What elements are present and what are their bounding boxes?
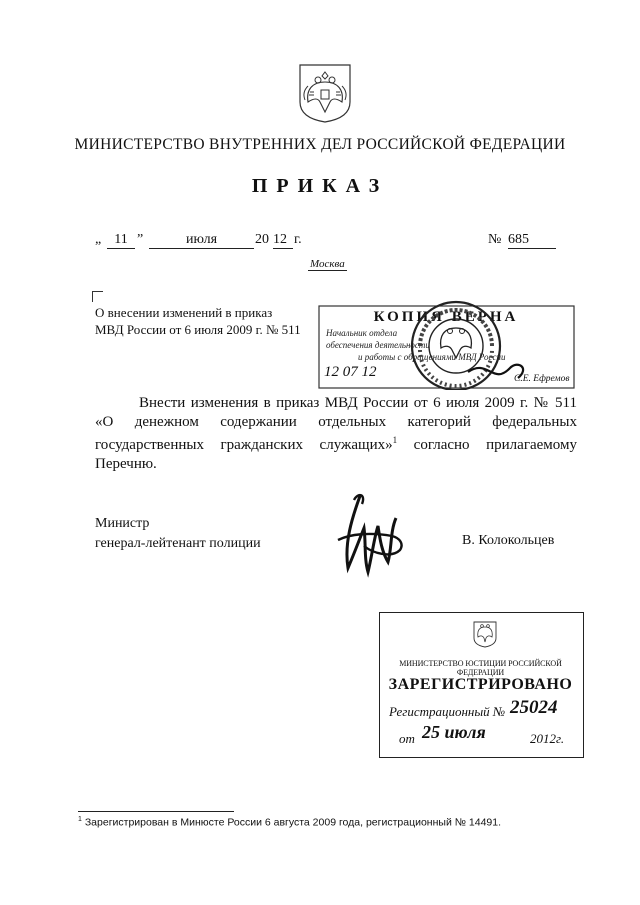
registration-ministry: МИНИСТЕРСТВО ЮСТИЦИИ РОССИЙСКОЙ ФЕДЕРАЦИИ xyxy=(399,659,562,677)
date-close-quote: ” xyxy=(137,232,144,247)
registration-year: 2012г. xyxy=(530,731,565,746)
city-label: Москва xyxy=(310,258,345,270)
date-open-quote: „ xyxy=(95,232,102,247)
date-day: 11 xyxy=(107,232,135,249)
registration-date-handwritten: 25 июля xyxy=(422,722,486,742)
handwritten-signature-icon xyxy=(330,488,410,578)
signatory-position-line-2: генерал-лейтенант полиции xyxy=(95,536,261,551)
copy-stamp-heading: КОПИЯ ВЕРНА xyxy=(373,309,519,325)
order-body-text: Внести изменения в приказ МВД России от 6 июля 2009 г. № 511 «О денежном содержании отдельных категорий федеральных государственных гражданских служащих» xyxy=(95,395,577,453)
order-body xyxy=(95,394,577,473)
footnote xyxy=(78,816,501,829)
order-number: 685 xyxy=(508,232,556,249)
order-title xyxy=(95,304,325,338)
footnote-text: Зарегистрирован в Минюсте России 6 августа 2009 года, регистрационный № 14491. xyxy=(84,816,502,829)
copy-certified-stamp xyxy=(318,298,575,390)
ministry-heading: МИНИСТЕРСТВО ВНУТРЕННИХ ДЕЛ РОССИЙСКОЙ ФЕДЕРАЦИИ xyxy=(74,136,566,153)
copy-stamp-line-2: обеспечения деятельности xyxy=(326,340,430,350)
footnote-divider xyxy=(78,811,234,812)
registration-title: ЗАРЕГИСТРИРОВАНО xyxy=(388,676,573,693)
footnote-reference: 1 xyxy=(392,435,398,445)
copy-stamp-line-1: Начальник отдела xyxy=(326,328,398,338)
signatory-name: В. Колокольцев xyxy=(462,533,555,548)
coat-of-arms-emblem xyxy=(296,62,354,124)
document-type-heading: ПРИКАЗ xyxy=(251,175,389,197)
number-sign: № xyxy=(488,232,502,247)
copy-stamp-date: 12 07 12 xyxy=(324,364,377,380)
date-year-unit: г. xyxy=(294,232,302,247)
order-title-line-2: МВД России от 6 июля 2009 г. № 511 xyxy=(95,322,301,337)
registration-number-label: Регистрационный № xyxy=(389,704,506,719)
date-month: июля xyxy=(149,232,254,249)
signatory-position-line-1: Министр xyxy=(95,516,150,531)
registration-date-label: от xyxy=(399,731,415,746)
registration-number: 25024 xyxy=(510,697,558,718)
copy-stamp-line-3: и работы с обращениями МВД России xyxy=(358,352,506,362)
order-body-text-end: согласно прилагаемому Перечню. xyxy=(95,437,577,472)
signatory-position xyxy=(95,514,261,554)
date-year-prefix: 20 xyxy=(255,232,269,247)
title-corner-mark xyxy=(92,291,103,302)
footnote-mark: 1 xyxy=(78,816,82,823)
order-title-line-1: О внесении изменений в приказ xyxy=(95,305,273,320)
order-body-paragraph xyxy=(95,394,577,473)
registration-emblem-icon xyxy=(472,620,498,648)
copy-stamp-signer: С.Е. Ефремов xyxy=(514,374,570,384)
date-year-suffix: 12 xyxy=(273,232,293,249)
